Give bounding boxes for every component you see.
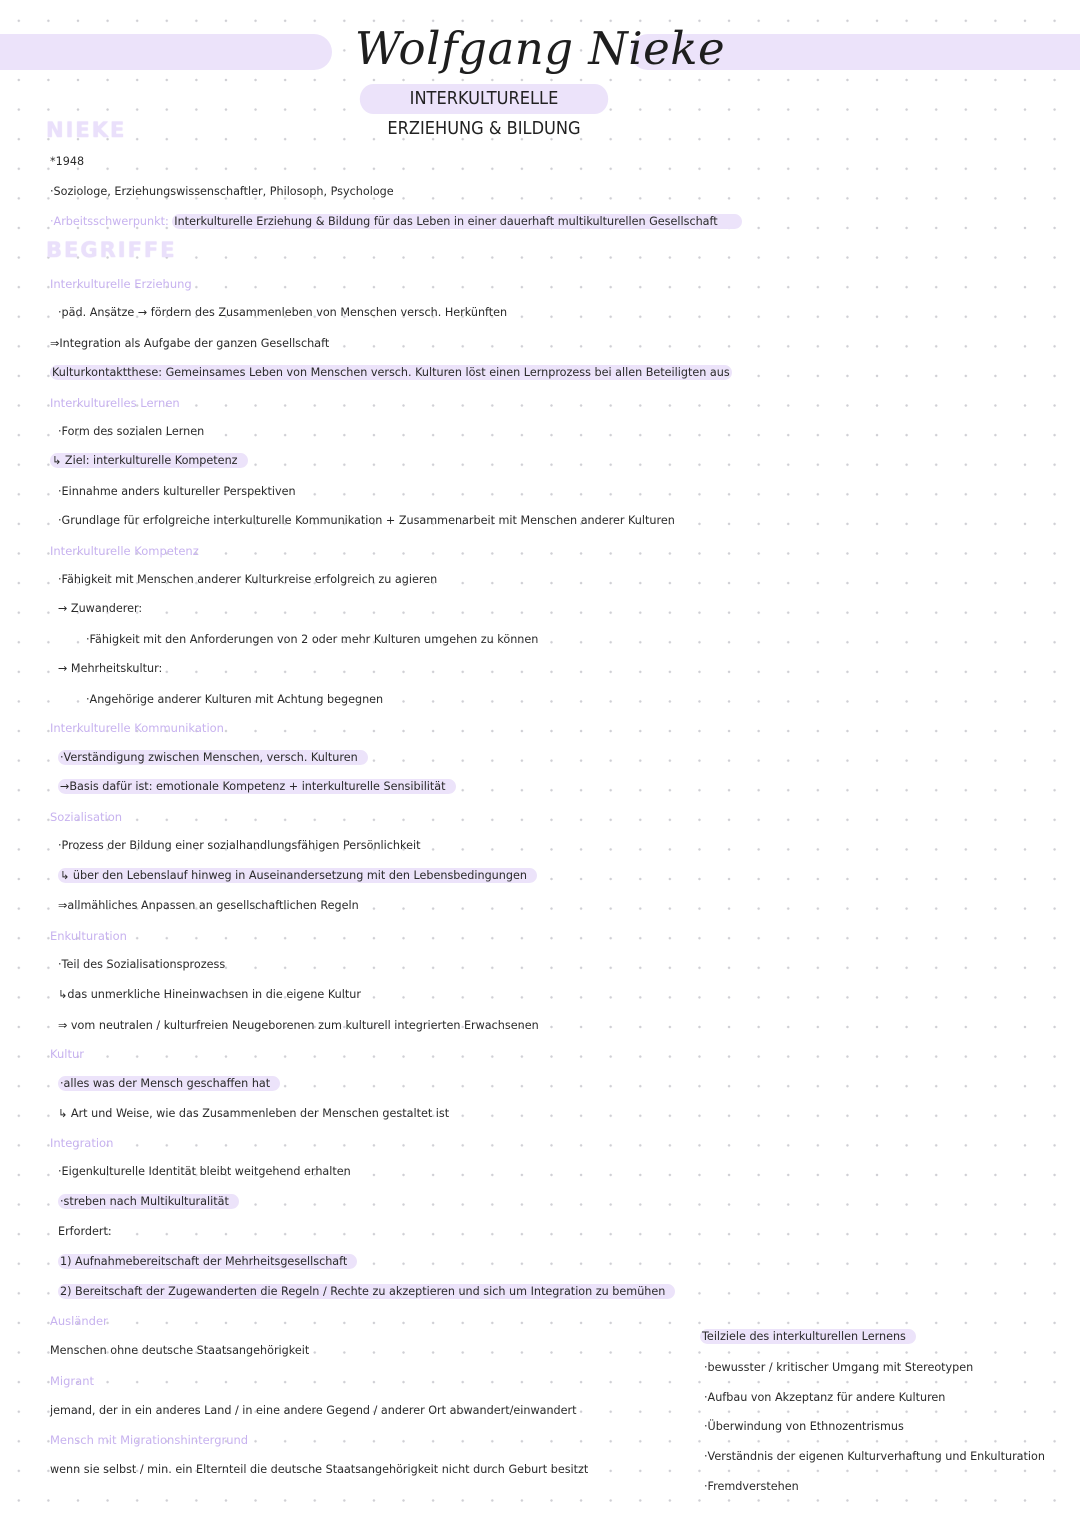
note-line <box>58 750 368 766</box>
birth-year: *1948 <box>50 155 85 168</box>
note-line <box>58 868 537 884</box>
term-heading: Integration <box>50 1136 114 1150</box>
teilziele-heading <box>700 1329 916 1345</box>
highlight: ↳ Ziel: interkulturelle Kompetenz <box>50 453 248 468</box>
teilziel-item: ·Überwindung von Ethnozentrismus <box>704 1420 904 1433</box>
note-line: ↳ Art und Weise, wie das Zusammenleben der Menschen gestaltet ist <box>58 1107 450 1120</box>
term-heading: Interkulturelle Erziehung <box>50 277 192 291</box>
note-line: ·Einnahme anders kultureller Perspektiven <box>58 485 296 498</box>
note-line: ·Fähigkeit mit den Anforderungen von 2 oder mehr Kulturen umgehen zu können <box>86 633 539 646</box>
focus-text: Interkulturelle Erziehung & Bildung für das Leben in einer dauerhaft multikulturellen Gesellschaft <box>172 214 741 229</box>
note-line: ·Form des sozialen Lernen <box>58 425 205 438</box>
note-line: Erfordert: <box>58 1225 112 1238</box>
note-line: → Zuwanderer: <box>58 602 143 615</box>
profession-line: ·Soziologe, Erziehungswissenschaftler, Philosoph, Psychologe <box>50 185 394 198</box>
highlight: ↳ über den Lebenslauf hinweg in Auseinandersetzung mit den Lebensbedingungen <box>58 868 537 883</box>
term-heading: Interkulturelle Kompetenz <box>50 544 199 558</box>
teilziele-heading-text: Teilziele des interkulturellen Lernens <box>700 1329 916 1344</box>
highlight: ·Verständigung zwischen Menschen, versch. Kulturen <box>58 750 368 765</box>
note-line: → Mehrheitskultur: <box>58 662 163 675</box>
page-subtitle: INTERKULTURELLE ERZIEHUNG & BILDUNG <box>360 84 608 114</box>
note-line <box>50 365 732 381</box>
note-line: ⇒Integration als Aufgabe der ganzen Gesellschaft <box>50 337 330 350</box>
note-line <box>50 453 248 469</box>
note-line: ·Grundlage für erfolgreiche interkulturelle Kommunikation + Zusammenarbeit mit Menschen anderer Kulturen <box>58 514 675 527</box>
term-heading: Interkulturelle Kommunikation <box>50 721 224 735</box>
note-line: ·Eigenkulturelle Identität bleibt weitgehend erhalten <box>58 1165 351 1178</box>
note-line <box>58 1194 239 1210</box>
note-line: ·Angehörige anderer Kulturen mit Achtung begegnen <box>86 693 384 706</box>
teilziel-item: ·bewusster / kritischer Umgang mit Stereotypen <box>704 1361 974 1374</box>
section-heading-nieke: NIEKE <box>46 118 127 142</box>
term-heading: Kultur <box>50 1047 84 1061</box>
term-heading: Ausländer <box>50 1314 108 1328</box>
note-line: ·päd. Ansätze → fördern des Zusammenleben von Menschen versch. Herkünften <box>58 306 508 319</box>
term-heading: Enkulturation <box>50 929 127 943</box>
highlight: ·alles was der Mensch geschaffen hat <box>58 1076 280 1091</box>
note-line: wenn sie selbst / min. ein Elternteil die deutsche Staatsangehörigkeit nicht durch Geburt besitzt <box>50 1463 589 1476</box>
note-line <box>58 1284 675 1300</box>
note-line: jemand, der in ein anderes Land / in eine andere Gegend / anderer Ort abwandert/einwandert <box>50 1404 577 1417</box>
focus-label: ·Arbeitsschwerpunkt: <box>50 215 173 228</box>
header-left-band <box>0 34 332 70</box>
note-line <box>58 779 456 795</box>
note-line <box>58 1254 357 1270</box>
note-line <box>58 1076 280 1092</box>
focus-line <box>50 214 742 230</box>
note-line: Menschen ohne deutsche Staatsangehörigkeit <box>50 1344 310 1357</box>
highlight: 1) Aufnahmebereitschaft der Mehrheitsgesellschaft <box>58 1254 357 1269</box>
term-heading: Sozialisation <box>50 810 123 824</box>
note-line: ⇒ vom neutralen / kulturfreien Neugeborenen zum kulturell integrierten Erwachsenen <box>58 1019 539 1032</box>
section-heading-begriffe: BEGRIFFE <box>46 238 177 262</box>
page-title: Wolfgang Nieke <box>354 22 726 75</box>
note-line: ↳das unmerkliche Hineinwachsen in die eigene Kultur <box>58 988 361 1001</box>
note-line: ·Fähigkeit mit Menschen anderer Kulturkreise erfolgreich zu agieren <box>58 573 438 586</box>
teilziel-item: ·Aufbau von Akzeptanz für andere Kulturen <box>704 1391 946 1404</box>
term-heading: Mensch mit Migrationshintergrund <box>50 1433 249 1447</box>
note-line: ⇒allmähliches Anpassen an gesellschaftlichen Regeln <box>58 899 359 912</box>
highlight: ·streben nach Multikulturalität <box>58 1194 239 1209</box>
highlight: →Basis dafür ist: emotionale Kompetenz + interkulturelle Sensibilität <box>58 779 456 794</box>
teilziel-item: ·Fremdverstehen <box>704 1480 799 1493</box>
teilziel-item: ·Verständnis der eigenen Kulturverhaftung und Enkulturation <box>704 1450 1045 1463</box>
kulturkontaktthese: Kulturkontaktthese: Gemeinsames Leben von Menschen versch. Kulturen löst einen Lernprozess bei allen Beteiligten aus <box>52 366 730 379</box>
highlight: 2) Bereitschaft der Zugewanderten die Regeln / Rechte zu akzeptieren und sich um Integration zu bemühen <box>58 1284 675 1299</box>
term-heading: Interkulturelles Lernen <box>50 396 180 410</box>
note-line: ·Prozess der Bildung einer sozialhandlungsfähigen Persönlichkeit <box>58 839 421 852</box>
term-heading: Migrant <box>50 1374 94 1388</box>
note-line: ·Teil des Sozialisationsprozess <box>58 958 226 971</box>
